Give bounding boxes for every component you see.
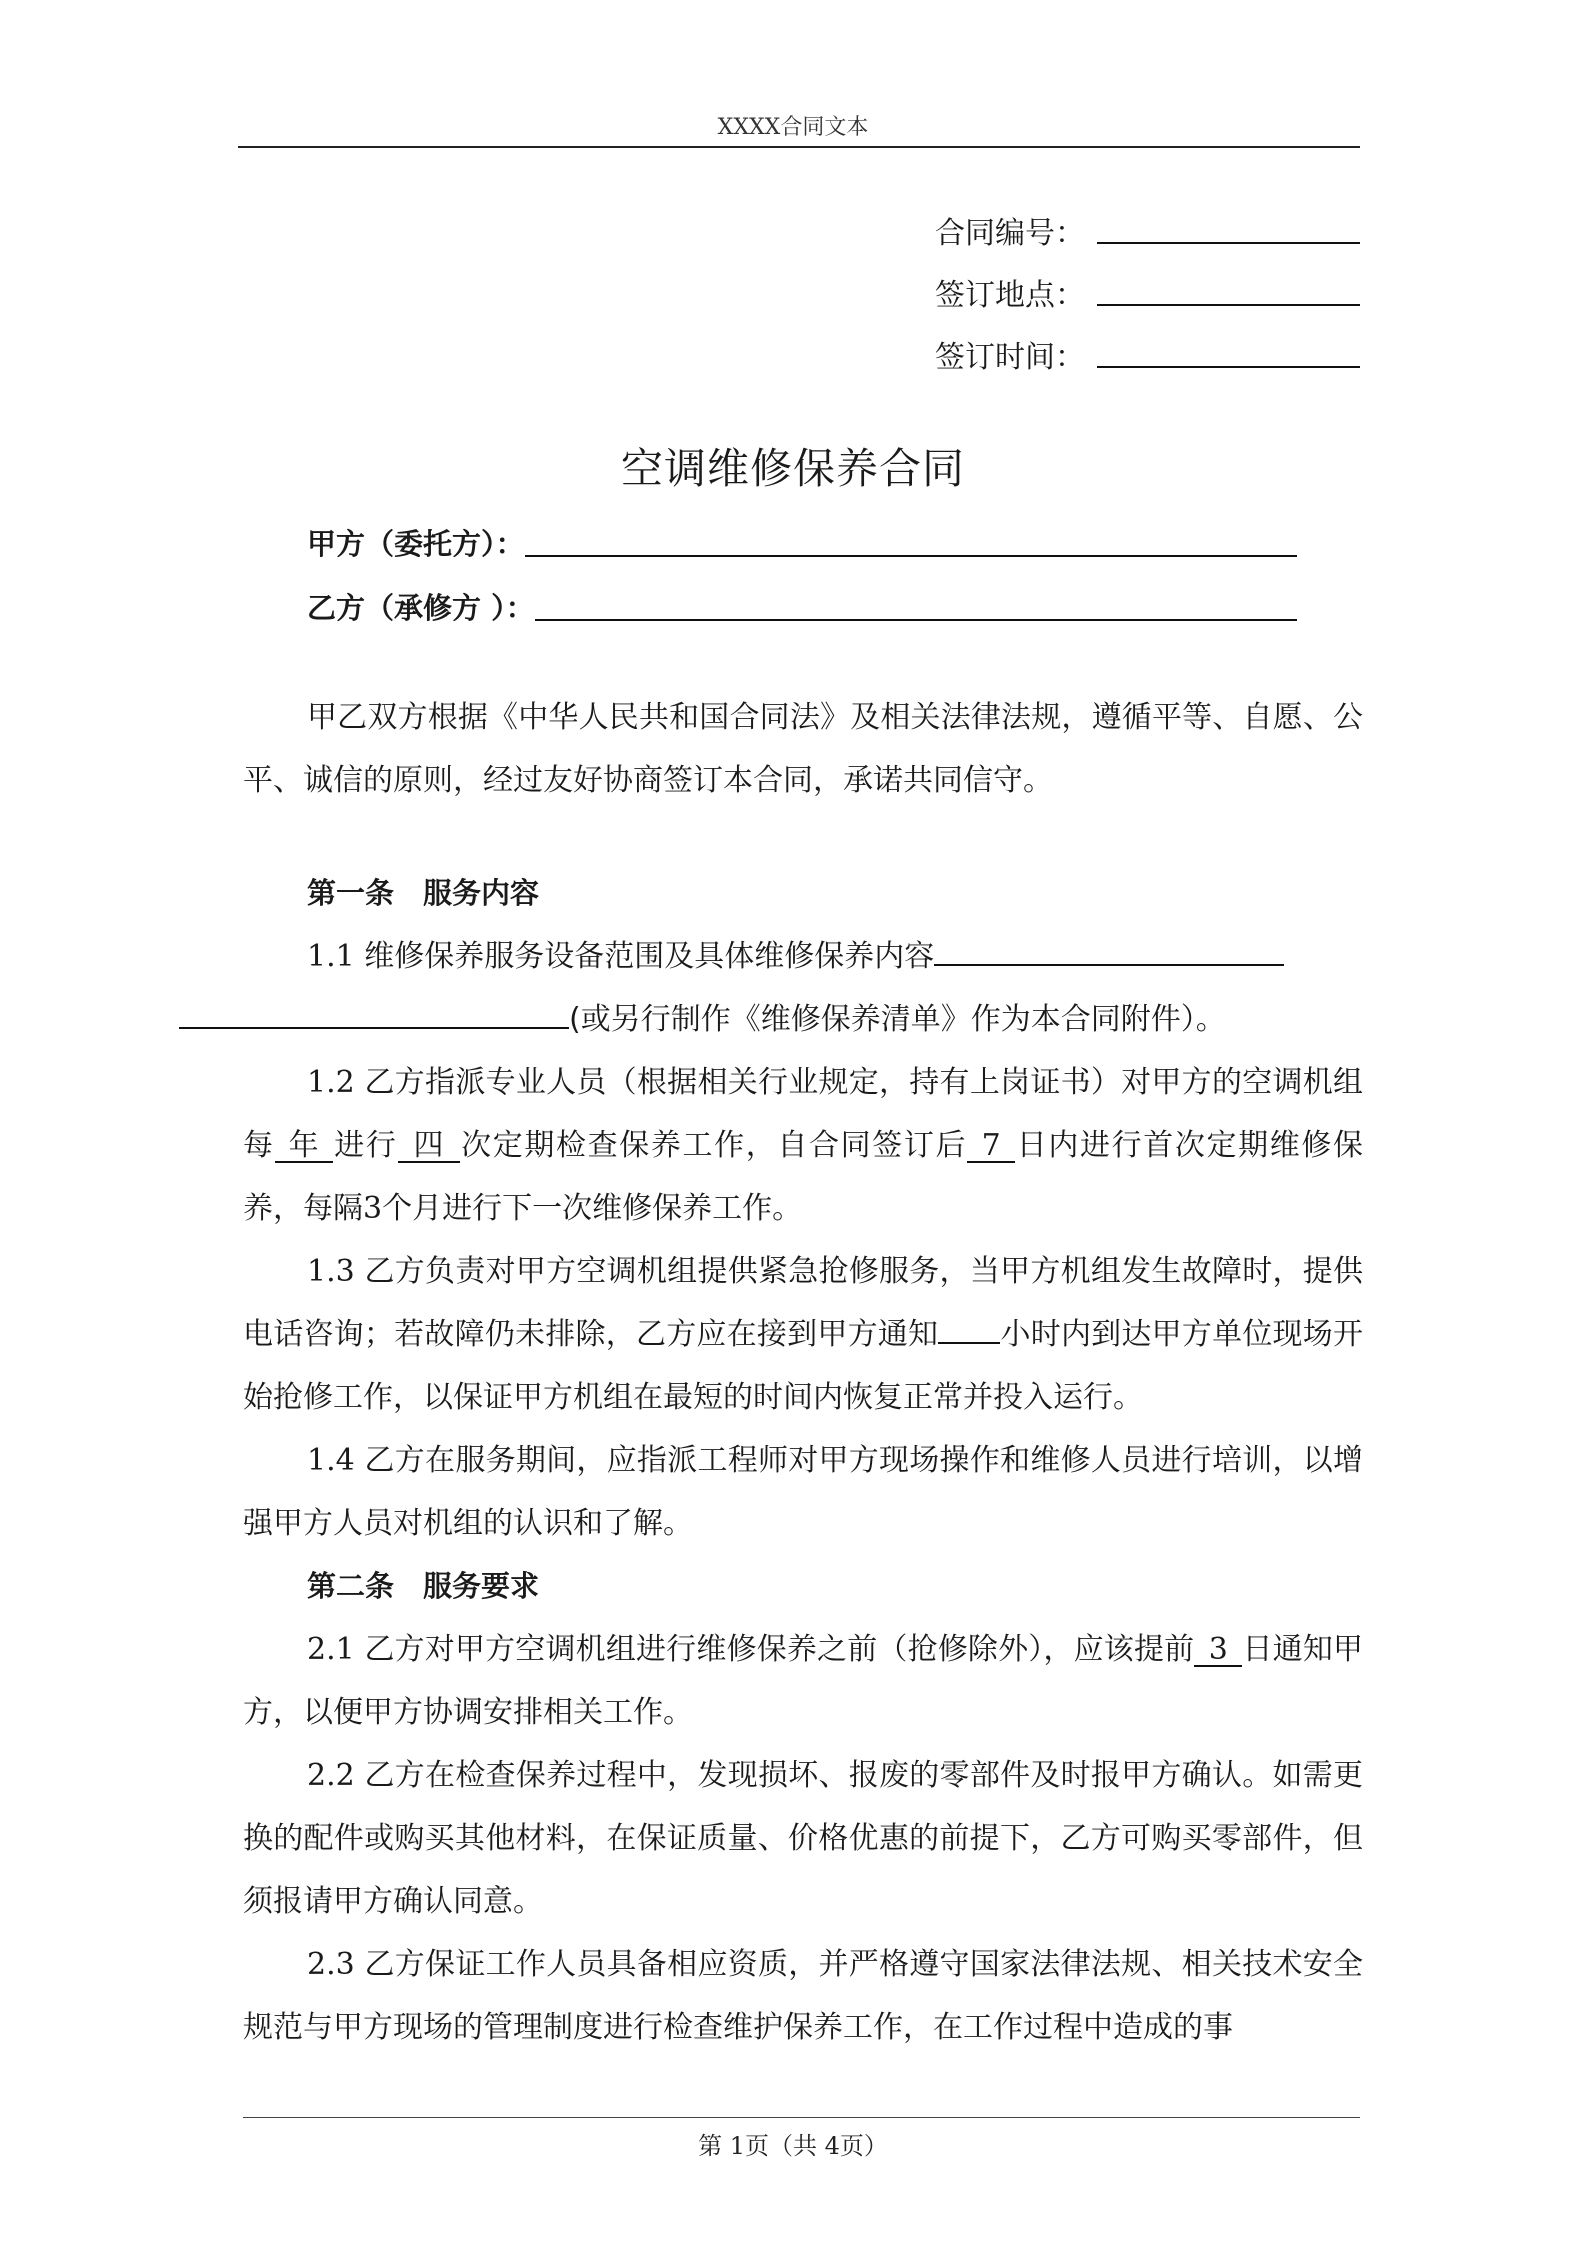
party-b-row [307,586,1297,627]
page-number: 第 1页（共 4页） [698,2132,888,2160]
clause-1-2 [243,1051,1363,1240]
sign-time-label: 签订时间： [935,340,1085,375]
sign-place-row [935,252,1360,314]
first-service-days-value: 7 [967,1131,1015,1163]
sign-place-label: 签订地点： [935,278,1085,313]
document-title: 空调维修保养合同 [620,444,965,493]
sign-place-blank [1097,274,1360,306]
arrival-hours-blank [938,1312,1000,1344]
clause-text: 乙方在检查保养过程中，发现损坏、报废的零部件及时报甲方确认。如需更换的配件或购买其他材料，在保证质量、价格优惠的前提下，乙方可购买零部件，但须报请甲方确认同意。 [243,1758,1363,1919]
clause-number: 2.2 [307,1758,355,1793]
clause-number: 2.1 [307,1632,355,1667]
scope-blank [934,934,1284,966]
clause-1-4 [243,1429,1363,1555]
party-b-blank [535,589,1297,621]
clause-text: 乙方指派专业人员（根据相关行业规定，持有上岗证书）对甲方的空调机组每 [243,1065,1363,1163]
contract-no-label: 合同编号： [935,216,1085,251]
intro-paragraph: 甲乙双方根据《中华人民共和国合同法》及相关法律法规，遵循平等、自愿、公平、诚信的原则，经过友好协商签订本合同，承诺共同信守。 [243,700,1363,798]
clause-text: 乙方在服务期间，应指派工程师对甲方现场操作和维修人员进行培训，以增强甲方人员对机组的认识和了解。 [243,1443,1363,1541]
sign-time-blank [1097,336,1360,368]
interval-months-value: 3 [363,1191,383,1226]
sign-time-row [935,314,1360,376]
clause-text: 乙方保证工作人员具备相应资质，并严格遵守国家法律法规、相关技术安全规范与甲方现场的管理制度进行检查维护保养工作，在工作过程中造成的事 [243,1947,1363,2045]
clause-number: 1.1 [307,939,355,974]
clause-text: 个月进行下一次维修保养工作。 [382,1191,803,1226]
article-1-heading: 第一条 服务内容 [307,876,540,910]
period-value: 年 [275,1131,333,1163]
contract-meta [935,190,1360,376]
article-2-heading: 第二条 服务要求 [307,1569,540,1603]
party-b-label: 乙方（承修方 ）： [307,591,535,625]
contract-no-blank [1097,212,1360,244]
clause-2-3 [243,1933,1363,2059]
contract-body [243,686,1363,2059]
clause-2-2 [243,1744,1363,1933]
party-a-row [307,522,1297,563]
footer-rule [243,2117,1360,2118]
clause-number: 1.2 [307,1065,355,1100]
party-a-blank [525,525,1297,557]
clause-number: 1.3 [307,1254,355,1289]
contract-no-row [935,190,1360,252]
notice-days-value: 3 [1194,1635,1242,1667]
running-header: XXXX合同文本 [717,115,869,140]
clause-text: 小时内到达甲方单位现场开始抢修工作，以保证甲方机组在最短的时间内恢复正常并投入运行。 [243,1317,1364,1415]
party-a-label: 甲方（委托方）： [307,527,525,561]
header-rule [238,146,1360,148]
times-value: 四 [398,1131,460,1163]
clause-text: 维修保养服务设备范围及具体维修保养内容 [364,939,935,974]
clause-text: (或另行制作《维修保养清单》作为本合同附件）。 [569,1002,1226,1037]
scope-blank-continued [179,997,569,1029]
clause-text: 日内进行首次定期维修保养，每隔 [243,1128,1363,1226]
clause-text: 进行 [332,1128,398,1163]
clause-number: 1.4 [307,1443,355,1478]
clause-text: 日通知甲方，以便甲方协调安排相关工作。 [243,1632,1364,1730]
clause-1-3 [243,1240,1363,1429]
clause-number: 2.3 [307,1947,355,1982]
clause-text: 乙方负责对甲方空调机组提供紧急抢修服务，当甲方机组发生故障时，提供电话咨询；若故障仍未排除，乙方应在接到甲方通知 [243,1254,1363,1352]
clause-1-1 [243,925,1363,1051]
clause-text: 乙方对甲方空调机组进行维修保养之前（抢修除外），应该提前 [364,1632,1195,1667]
clause-2-1 [243,1618,1363,1744]
clause-text: 次定期检查保养工作，自合同签订后 [459,1128,968,1163]
